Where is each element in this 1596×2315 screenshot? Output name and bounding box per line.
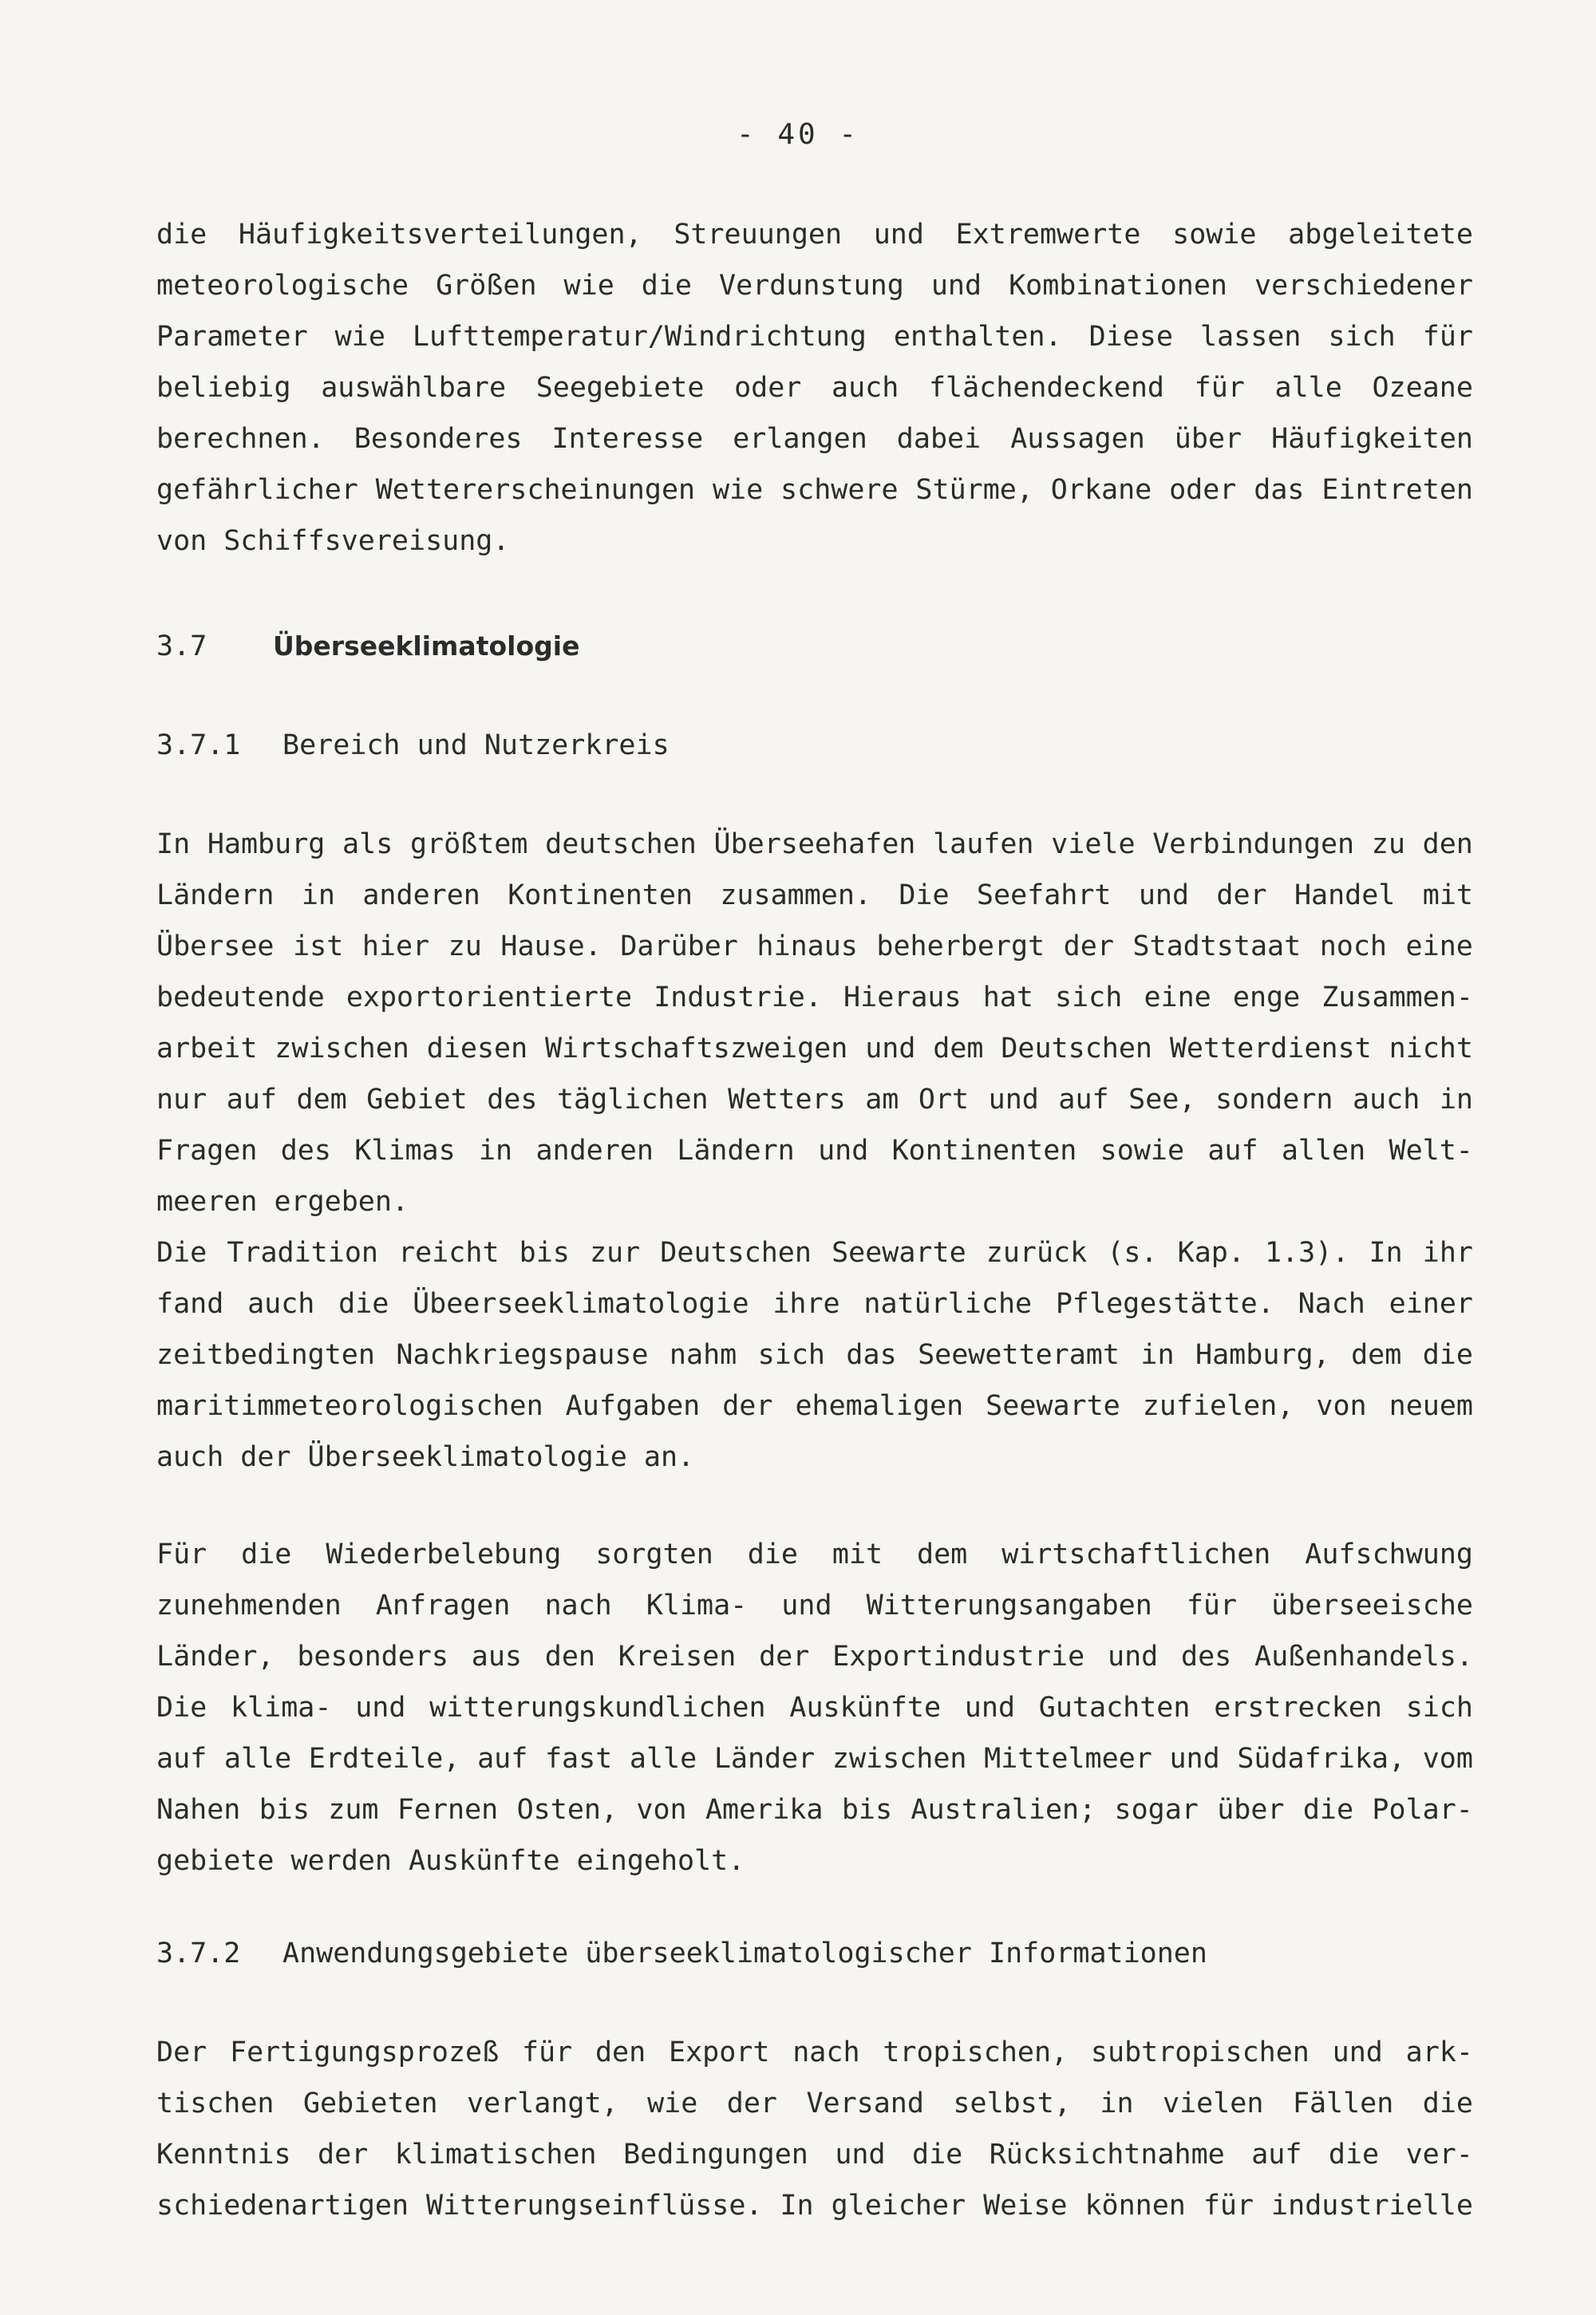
paragraph-5: [156, 2027, 1473, 2231]
section-title: Überseeklimatologie: [273, 630, 580, 662]
paragraph-4: [156, 1529, 1473, 1886]
text-line: berechnen. Besonderes Interesse erlangen dabei Aussagen über Häufigkeiten: [156, 423, 1473, 455]
text-line: Für die Wiederbelebung sorgten die mit dem wirtschaftlichen Aufschwung: [156, 1539, 1473, 1570]
text-line: schiedenartigen Witterungseinflüsse. In gleicher Weise können für industrielle: [156, 2190, 1473, 2222]
text-line: zeitbedingten Nachkriegspause nahm sich das Seewetteramt in Hamburg, dem die: [156, 1339, 1473, 1371]
text-line: beliebig auswählbare Seegebiete oder auch flächendeckend für alle Ozeane: [156, 372, 1473, 404]
section-heading-3-7: [156, 621, 579, 672]
section-title: Bereich und Nutzerkreis: [282, 729, 670, 761]
text-line: bedeutende exportorientierte Industrie. Hieraus hat sich eine enge Zusammen-: [156, 982, 1473, 1013]
text-line: fand auch die Übeerseeklimatologie ihre natürliche Pflegestätte. Nach einer: [156, 1288, 1473, 1320]
text-line: von Schiffsvereisung.: [156, 525, 510, 557]
text-line: arbeit zwischen diesen Wirtschaftszweigen und dem Deutschen Wetterdienst nicht: [156, 1033, 1473, 1065]
section-number: 3.7: [156, 630, 207, 662]
text-line: auf alle Erdteile, auf fast alle Länder zwischen Mittelmeer und Südafrika, vom: [156, 1743, 1473, 1775]
text-line: Die klima- und witterungskundlichen Auskünfte und Gutachten erstrecken sich: [156, 1692, 1473, 1724]
text-line: Ländern in anderen Kontinenten zusammen. Die Seefahrt und der Handel mit: [156, 879, 1473, 911]
text-line: zunehmenden Anfragen nach Klima- und Witterungsangaben für überseeische: [156, 1590, 1473, 1622]
text-line: Nahen bis zum Fernen Osten, von Amerika bis Australien; sogar über die Polar-: [156, 1794, 1473, 1826]
section-heading-3-7-2: [156, 1928, 1207, 1979]
text-line: die Häufigkeitsverteilungen, Streuungen und Extremwerte sowie abgeleitete: [156, 219, 1473, 251]
paragraph-2: [156, 819, 1473, 1227]
text-line: Der Fertigungsprozeß für den Export nach tropischen, subtropischen und ark-: [156, 2036, 1473, 2068]
text-line: Fragen des Klimas in anderen Ländern und Kontinenten sowie auf allen Welt-: [156, 1135, 1473, 1167]
text-line: nur auf dem Gebiet des täglichen Wetters am Ort und auf See, sondern auch in: [156, 1084, 1473, 1116]
text-line: tischen Gebieten verlangt, wie der Versand selbst, in vielen Fällen die: [156, 2088, 1473, 2119]
text-line: Übersee ist hier zu Hause. Darüber hinaus beherbergt der Stadtstaat noch eine: [156, 930, 1473, 962]
section-heading-3-7-1: [156, 720, 670, 771]
paragraph-3: [156, 1227, 1473, 1483]
text-line: Die Tradition reicht bis zur Deutschen Seewarte zurück (s. Kap. 1.3). In ihr: [156, 1237, 1473, 1269]
text-line: meeren ergeben.: [156, 1186, 409, 1218]
text-line: Kenntnis der klimatischen Bedingungen und die Rücksichtnahme auf die ver-: [156, 2139, 1473, 2171]
text-line: maritimmeteorologischen Aufgaben der ehemaligen Seewarte zufielen, von neuem: [156, 1390, 1473, 1422]
section-number: 3.7.1: [156, 729, 241, 761]
text-line: meteorologische Größen wie die Verdunstung und Kombinationen verschiedener: [156, 270, 1473, 302]
paragraph-1: [156, 209, 1473, 567]
text-line: Länder, besonders aus den Kreisen der Exportindustrie und des Außenhandels.: [156, 1641, 1473, 1673]
text-line: gebiete werden Auskünfte eingeholt.: [156, 1845, 745, 1877]
text-line: auch der Überseeklimatologie an.: [156, 1441, 695, 1473]
text-line: Parameter wie Lufttemperatur/Windrichtung enthalten. Diese lassen sich für: [156, 321, 1473, 353]
section-title: Anwendungsgebiete überseeklimatologischer Informationen: [282, 1938, 1207, 1969]
text-line: In Hamburg als größtem deutschen Überseehafen laufen viele Verbindungen zu den: [156, 828, 1473, 860]
text-line: gefährlicher Wettererscheinungen wie schwere Stürme, Orkane oder das Eintreten: [156, 474, 1473, 506]
page-number: - 40 -: [736, 118, 860, 151]
section-number: 3.7.2: [156, 1938, 241, 1969]
